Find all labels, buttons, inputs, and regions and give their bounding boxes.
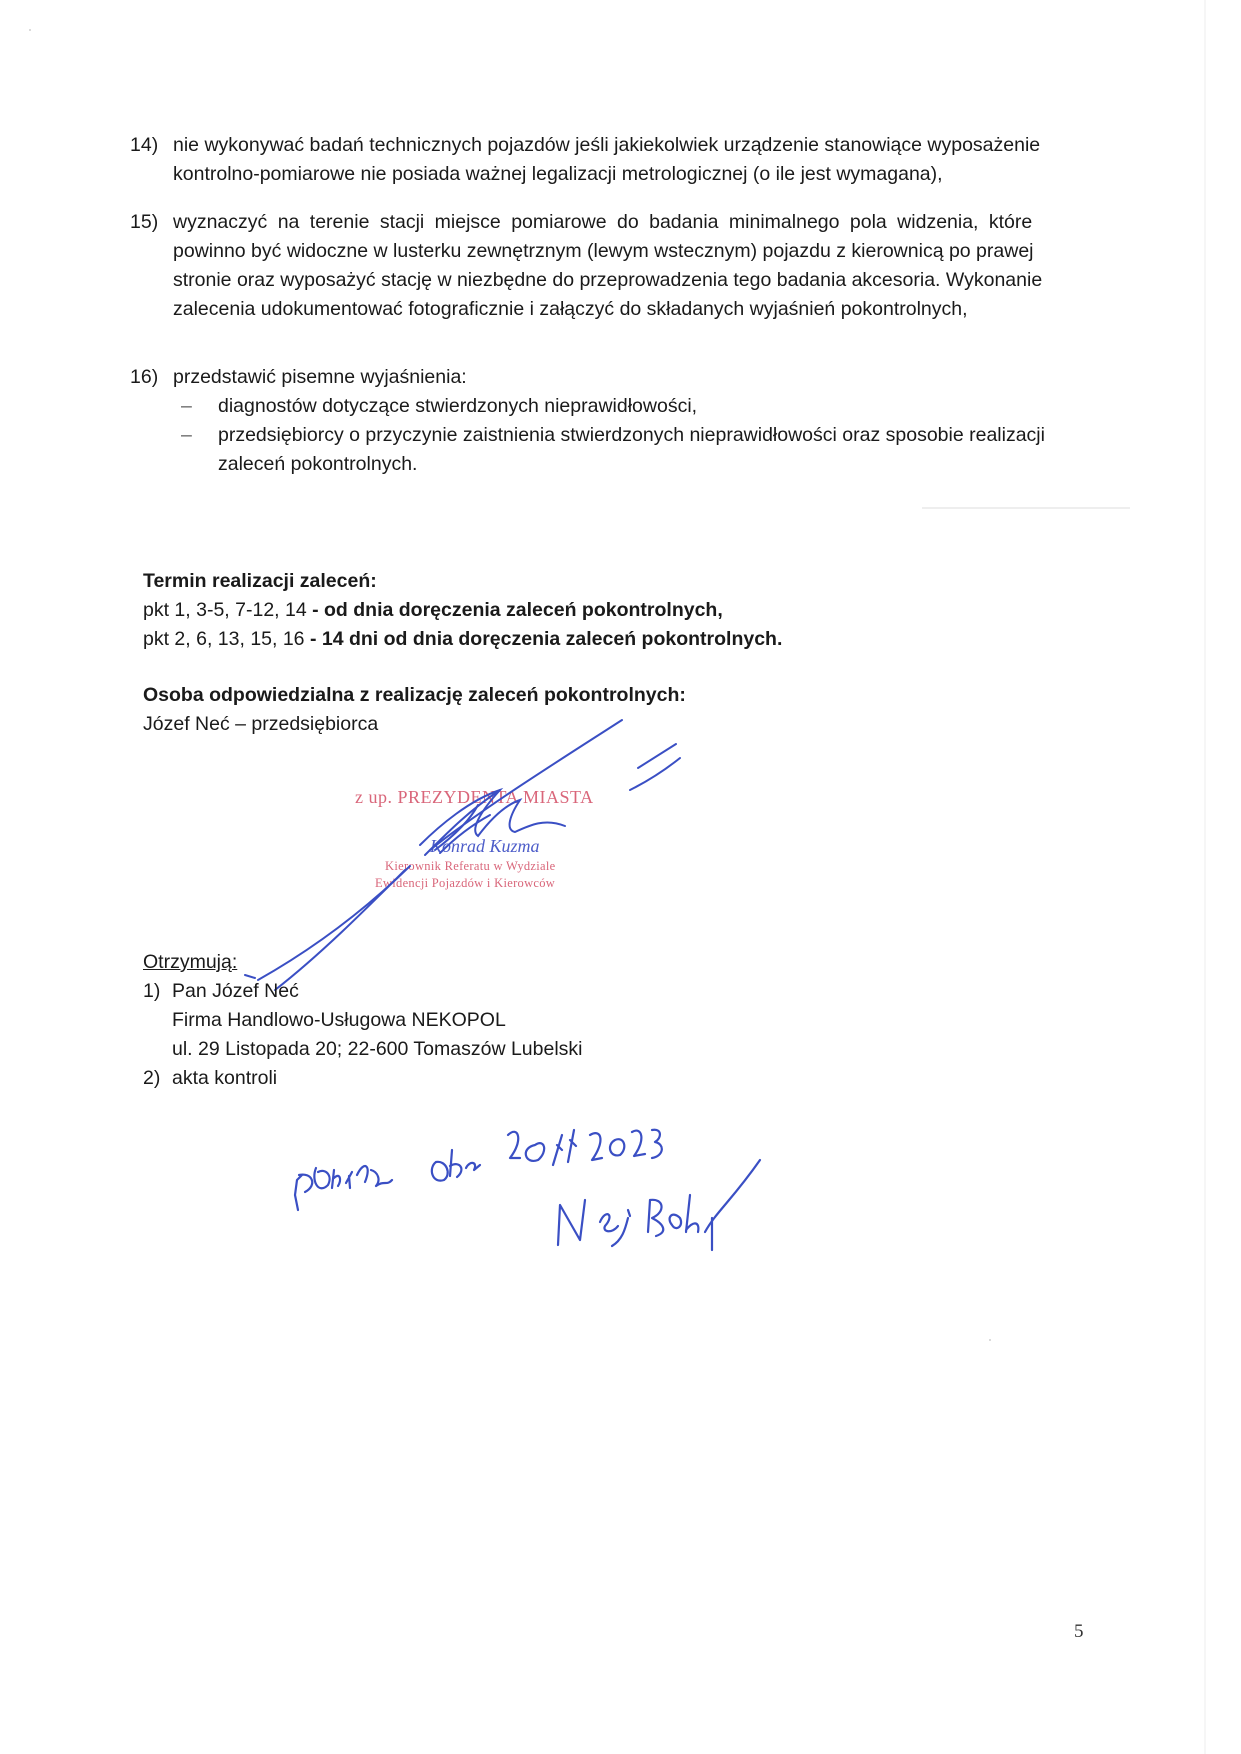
item-line: powinno być widoczne w lusterku zewnętrznym (lewym wstecznym) pojazdu z kierownicą po prawej bbox=[173, 240, 1034, 262]
page-number: 5 bbox=[1074, 1621, 1084, 1642]
item-number: 14) bbox=[130, 134, 159, 156]
dash-bullet: – bbox=[181, 395, 192, 417]
item-number: 15) bbox=[130, 211, 159, 233]
responsible-block bbox=[143, 681, 686, 739]
recipient-line: ul. 29 Listopada 20; 22-600 Tomaszów Lubelski bbox=[172, 1038, 583, 1060]
deadline-block bbox=[143, 567, 782, 654]
stamp-authority: z up. PREZYDENTA MIASTA bbox=[355, 787, 594, 807]
deadline-line-2 bbox=[143, 625, 782, 654]
sub-list bbox=[173, 392, 1090, 479]
item-line: zalecenia udokumentować fotograficznie i załączyć do składanych wyjaśnień pokontrolnych, bbox=[173, 298, 968, 320]
list-item-16 bbox=[130, 363, 1090, 479]
stamp-department: Ewidencji Pojazdów i Kierowców bbox=[375, 876, 556, 890]
item-number: 16) bbox=[130, 366, 159, 388]
item-line: stronie oraz wyposażyć stację w niezbędne do przeprowadzenia tego badania akcesoria. Wykonanie bbox=[173, 269, 1043, 291]
responsible-person: Józef Neć – przedsiębiorca bbox=[143, 713, 379, 735]
recipient-line: Firma Handlowo-Usługowa NEKOPOL bbox=[172, 1009, 506, 1031]
deadline-term: - 14 dni od dnia doręczenia zaleceń pokontrolnych. bbox=[304, 628, 783, 650]
deadline-term: - od dnia doręczenia zaleceń pokontrolnych, bbox=[306, 599, 723, 621]
item-line: kontrolno-pomiarowe nie posiada ważnej legalizacji metrologicznej (o ile jest wymagana), bbox=[173, 163, 943, 185]
deadline-line-1 bbox=[143, 596, 782, 625]
recipient-line: akta kontroli bbox=[172, 1067, 278, 1089]
list-item-14 bbox=[130, 131, 1090, 189]
list-item-15 bbox=[130, 208, 1090, 324]
recipient-entry bbox=[143, 977, 583, 1064]
stamp-position: Kierownik Referatu w Wydziale bbox=[385, 859, 556, 873]
sub-list-item bbox=[173, 392, 1090, 421]
recipients-heading: Otrzymują: bbox=[143, 951, 238, 973]
recipient-text bbox=[172, 977, 583, 1064]
deadline-points: pkt 2, 6, 13, 15, 16 bbox=[143, 628, 305, 650]
item-text bbox=[173, 131, 1090, 189]
sub-item-text: przedsiębiorcy o przyczynie zaistnienia stwierdzonych nieprawidłowości oraz sposobie realizacji zaleceń pokontrolnych. bbox=[218, 424, 1045, 475]
deadline-heading: Termin realizacji zaleceń: bbox=[143, 570, 377, 592]
recipient-number: 1) bbox=[143, 980, 161, 1002]
item-line: nie wykonywać badań technicznych pojazdów jeśli jakiekolwiek urządzenie stanowiące wyposażenie bbox=[173, 134, 1041, 156]
item-text bbox=[173, 208, 1090, 324]
item-text bbox=[173, 363, 1090, 479]
recipient-text bbox=[172, 1064, 583, 1093]
deadline-points: pkt 1, 3-5, 7-12, 14 bbox=[143, 599, 307, 621]
responsible-heading: Osoba odpowiedzialna z realizację zaleceń pokontrolnych: bbox=[143, 684, 686, 706]
recipient-line: Pan Józef Neć bbox=[172, 980, 299, 1002]
item-line: wyznaczyć na terenie stacji miejsce pomiarowe do badania minimalnego pola widzenia, które bbox=[173, 211, 1033, 233]
recipient-entry bbox=[143, 1064, 583, 1093]
recipients-block bbox=[143, 948, 583, 1093]
recipient-number: 2) bbox=[143, 1067, 161, 1089]
sub-item-text: diagnostów dotyczące stwierdzonych nieprawidłowości, bbox=[218, 395, 698, 417]
dash-bullet: – bbox=[181, 424, 192, 446]
stamp-name: Konrad Kuzma bbox=[430, 836, 540, 856]
sub-list-item bbox=[173, 421, 1085, 479]
item-intro: przedstawić pisemne wyjaśnienia: bbox=[173, 366, 467, 388]
